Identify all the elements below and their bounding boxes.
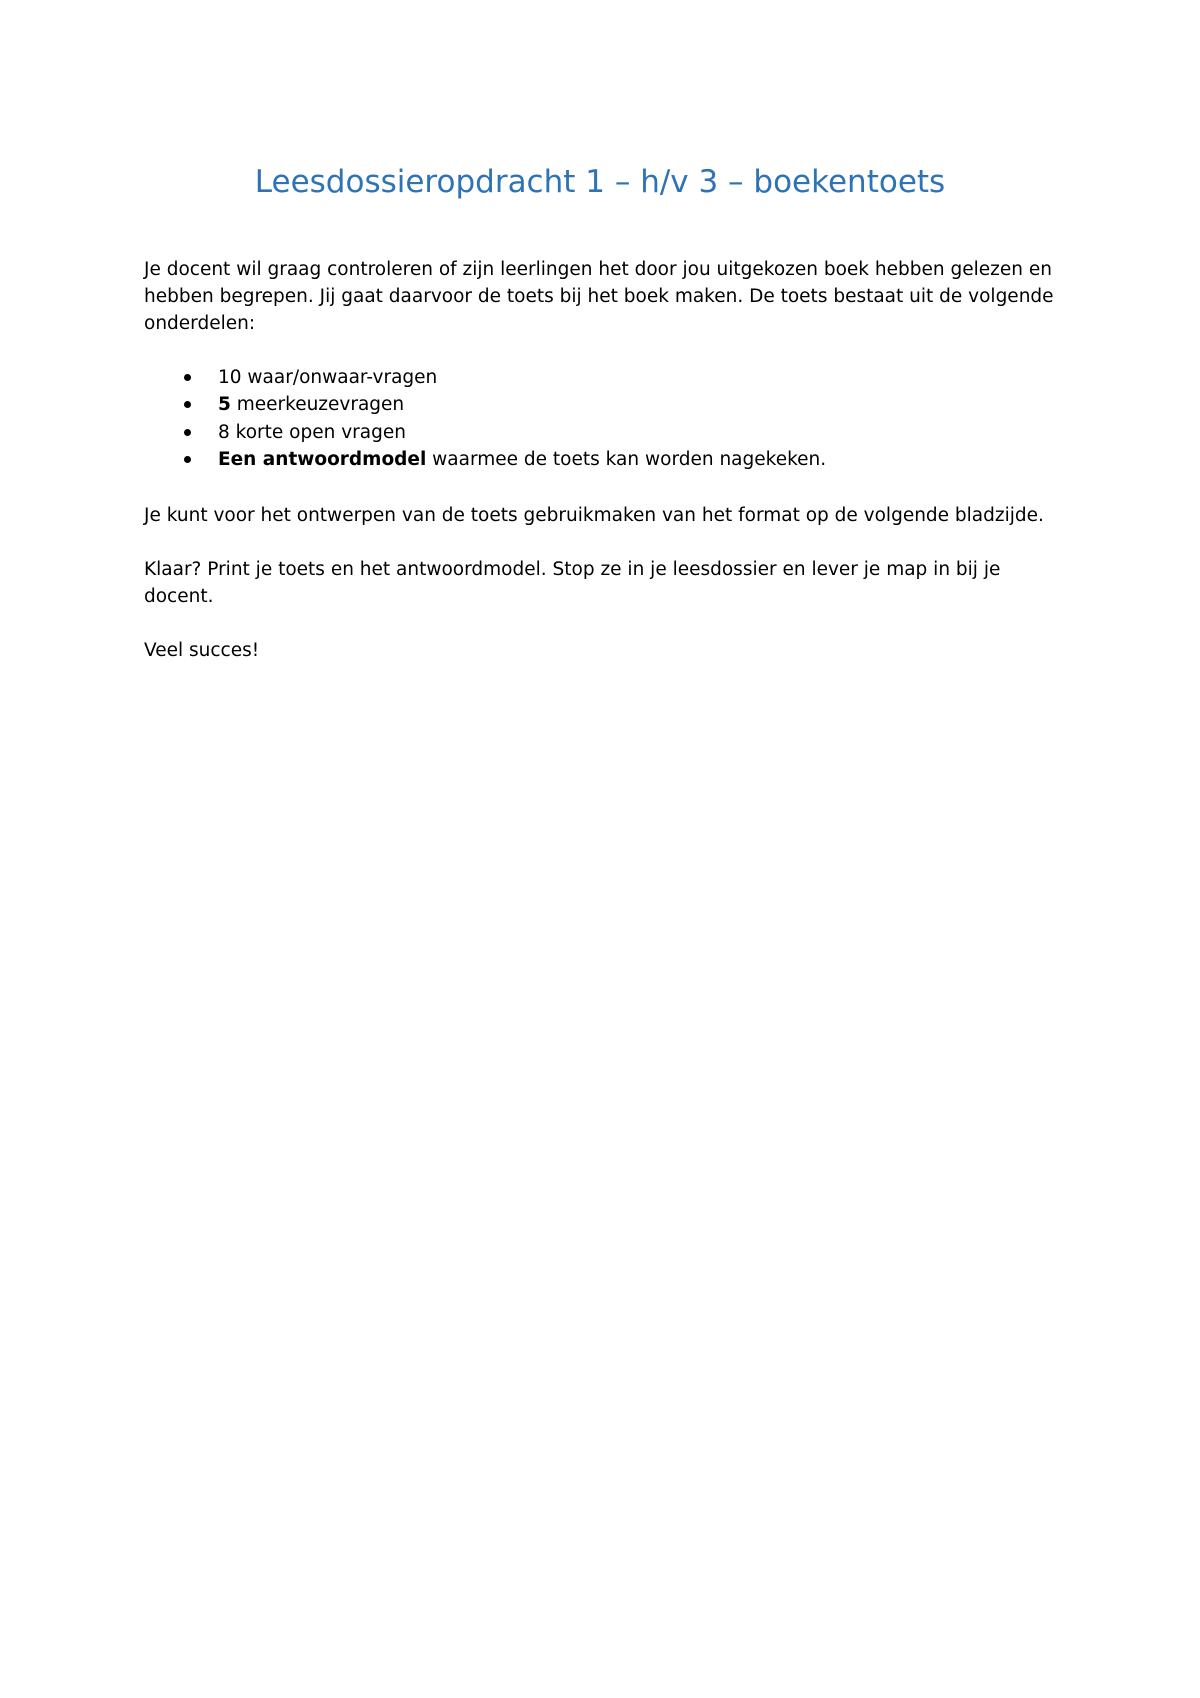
bullet-icon	[184, 401, 191, 408]
bullet-icon	[184, 429, 191, 436]
list-item	[144, 419, 1064, 446]
list-item-text: 10 waar/onwaar-vragen	[218, 367, 438, 388]
bullet-icon	[184, 456, 191, 463]
closing-text: Veel succes!	[144, 640, 260, 661]
list-item	[144, 391, 1064, 418]
format-paragraph: Je kunt voor het ontwerpen van de toets gebruikmaken van het format op de volgende bladzijde.	[144, 505, 1044, 526]
test-components-list	[144, 364, 1064, 473]
list-item-bold: Een antwoordmodel	[218, 448, 427, 470]
klaar-paragraph: Klaar? Print je toets en het antwoordmodel. Stop ze in je leesdossier en lever je map in bij je docent.	[144, 559, 1001, 607]
list-item	[144, 446, 1064, 473]
list-item-text: waarmee de toets kan worden nagekeken.	[426, 448, 827, 470]
list-item	[144, 364, 1064, 391]
list-item-text: 8 korte open vragen	[218, 421, 406, 443]
document-title: Leesdossieropdracht 1 – h/v 3 – boekentoets	[254, 164, 946, 200]
bullet-icon	[184, 374, 191, 381]
list-item-bold: 5	[218, 394, 231, 416]
intro-paragraph: Je docent wil graag controleren of zijn leerlingen het door jou uitgekozen boek hebben gelezen en hebben begrepen. Jij gaat daarvoor de toets bij het boek maken. De toets bestaat uit de volgende onderdelen:	[144, 259, 1054, 334]
list-item-text: meerkeuzevragen	[230, 394, 405, 416]
